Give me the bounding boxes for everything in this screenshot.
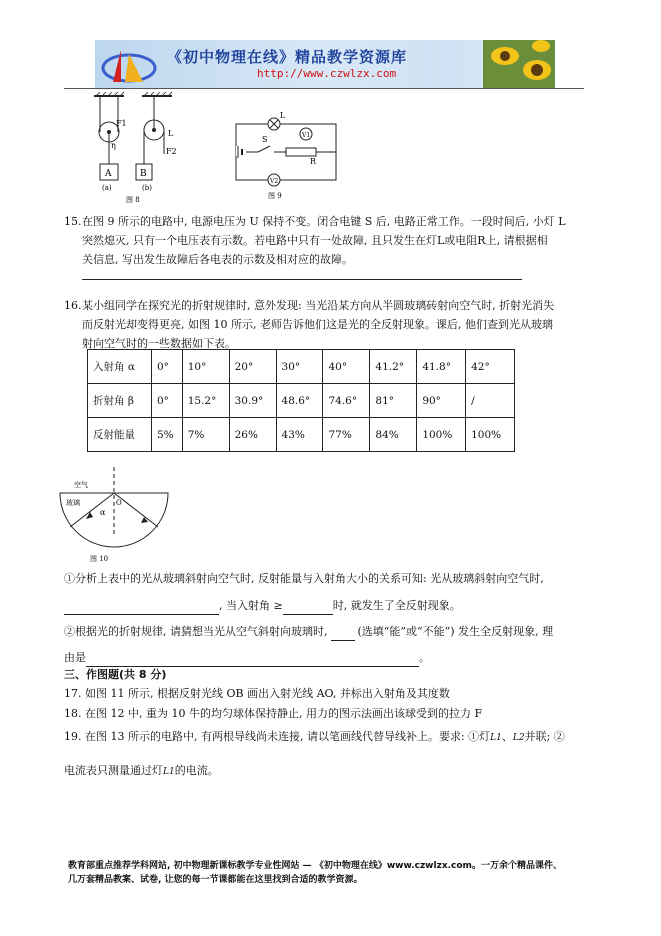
refraction-data-table	[87, 349, 515, 452]
q16-sub2-text-d: 。	[419, 651, 430, 664]
footer-line-1: 教育部重点推荐学科网站, 初中物理新课标教学专业性网站 — 《初中物理在线》www.czwlzx.com。一万余个精品课件、	[68, 861, 562, 871]
label-o: O	[116, 499, 122, 507]
label-v2: V2	[270, 178, 279, 185]
q16-sub1-end: 时, 就发生了全反射现象。	[332, 599, 461, 612]
table-cell: 40°	[323, 350, 370, 384]
q16-line3: 射向空气时的一些数据如下表。	[82, 337, 236, 350]
box-b: B	[140, 169, 147, 179]
q16-line1: 某小组同学在探究光的折射规律时, 意外发现: 当光沿某方向从半圆玻璃砖射向空气时, 折射光消失	[82, 299, 555, 312]
table-cell: /	[466, 384, 515, 418]
table-row-label: 入射角 α	[88, 350, 152, 384]
label-glass: 玻璃	[66, 499, 80, 507]
table-row	[88, 350, 515, 384]
table-cell: 10°	[182, 350, 229, 384]
q16-line2: 而反射光却变得更亮, 如图 10 所示, 老师告诉他们这是光的全反射现象。课后, 他们查到光从玻璃	[82, 318, 553, 331]
question-19-line2	[64, 761, 219, 782]
q15-line3: 关信息, 写出发生故障后各电表的示数及相对应的故障。	[82, 253, 353, 266]
footer-line-2: 几万套精品教案、试卷, 让您的每一节课都能在这里找到合适的教学资源。	[68, 875, 363, 885]
table-cell: 30.9°	[229, 384, 276, 418]
q16-sub1-line1: ①分析上表中的光从玻璃斜射向空气时, 反射能量与入射角大小的关系可知: 光从玻璃斜射向空气时,	[64, 572, 544, 585]
header-rule	[64, 88, 584, 89]
table-cell: 0°	[152, 350, 183, 384]
table-cell: 15.2°	[182, 384, 229, 418]
table-cell: 74.6°	[323, 384, 370, 418]
table-row-label: 折射角 β	[88, 384, 152, 418]
figure-10-semicircle	[56, 465, 176, 565]
table-row-label: 反射能量	[88, 418, 152, 452]
section-3-heading: 三、作图题(共 8 分)	[64, 668, 167, 681]
banner-url: http://www.czwlzx.com	[257, 67, 397, 80]
q16-sub2-text-c: 由是	[64, 651, 86, 664]
label-l: L	[168, 129, 174, 138]
table-cell: 5%	[152, 418, 183, 452]
label-switch: S	[262, 135, 268, 144]
q16-blank-1[interactable]	[64, 600, 219, 615]
q15-line1: 在图 9 所示的电路中, 电源电压为 U 保持不变。闭合电键 S 后, 电路正常工作。一段时间后, 小灯 L	[82, 215, 566, 228]
table-cell: 0°	[152, 384, 183, 418]
q15-answer-line[interactable]	[82, 279, 522, 280]
label-sub-b: (b)	[142, 184, 152, 192]
figure-8-pulleys	[90, 92, 180, 204]
q16-number: 16.	[64, 299, 82, 312]
label-eta: η	[111, 141, 116, 150]
table-row	[88, 384, 515, 418]
table-cell: 100%	[466, 418, 515, 452]
q15-number: 15.	[64, 215, 82, 228]
label-alpha: α	[100, 508, 106, 517]
label-sub-a: (a)	[102, 184, 112, 192]
table-cell: 48.6°	[276, 384, 323, 418]
q15-line2: 突然熄灭, 只有一个电压表有示数。若电路中只有一处故障, 且只发生在灯L或电阻R上, 请根据相	[82, 234, 548, 247]
figure-10-caption: 图 10	[90, 555, 109, 563]
table-cell: 20°	[229, 350, 276, 384]
site-logo-icon	[99, 44, 161, 86]
q16-sub2-text-a: ②根据光的折射规律, 请猜想当光从空气斜射向玻璃时,	[64, 625, 328, 638]
box-a: A	[105, 169, 112, 179]
q19-l2: L2	[512, 733, 525, 743]
banner-title: 《初中物理在线》精品教学资源库	[167, 48, 408, 66]
question-16	[64, 296, 554, 353]
table-cell: 26%	[229, 418, 276, 452]
label-f1: F1	[116, 119, 127, 128]
question-17: 17. 如图 11 所示, 根据反射光线 OB 画出入射光线 AO, 并标出入射角及其度数	[64, 687, 450, 700]
q19-sep: 、	[501, 730, 513, 743]
table-cell: 84%	[370, 418, 417, 452]
q16-blank-2[interactable]	[283, 600, 333, 615]
figure-9-circuit	[228, 110, 348, 202]
table-cell: 77%	[323, 418, 370, 452]
label-v1: V1	[302, 132, 311, 139]
table-cell: 41.8°	[417, 350, 466, 384]
q19-text-d: 的电流。	[174, 764, 219, 777]
q16-blank-3[interactable]	[331, 626, 355, 641]
question-19-line1	[64, 727, 565, 748]
table-cell: 90°	[417, 384, 466, 418]
q19-text-a: 19. 在图 13 所示的电路中, 有两根导线尚未连接, 请以笔画线代替导线补上。要求: ①灯	[64, 730, 491, 743]
table-cell: 41.2°	[370, 350, 417, 384]
table-cell: 30°	[276, 350, 323, 384]
table-cell: 43%	[276, 418, 323, 452]
table-row	[88, 418, 515, 452]
q16-sub1-mid: , 当入射角 ≥	[219, 599, 283, 612]
label-f2: F2	[166, 147, 177, 156]
label-lamp: L	[280, 111, 286, 120]
question-15	[64, 212, 566, 269]
q19-text-c: 电流表只测量通过灯	[64, 764, 163, 777]
header-banner	[95, 40, 555, 88]
q19-l1: L1	[490, 733, 502, 743]
label-resistor: R	[310, 157, 317, 166]
table-cell: 100%	[417, 418, 466, 452]
sunflower-icon	[483, 40, 555, 88]
q16-sub2-line1	[64, 622, 553, 641]
label-air: 空气	[74, 481, 88, 489]
table-cell: 81°	[370, 384, 417, 418]
figure-8-caption: 图 8	[126, 196, 140, 204]
q16-sub1-line2	[64, 596, 461, 615]
q16-sub2-text-b: (选填“能”或“不能”) 发生全反射现象, 理	[357, 625, 554, 638]
table-cell: 7%	[182, 418, 229, 452]
q19-text-b: 并联; ②	[524, 730, 565, 743]
q19-l1-b: L1	[163, 767, 175, 777]
table-cell: 42°	[466, 350, 515, 384]
figure-9-caption: 图 9	[268, 192, 282, 200]
question-18: 18. 在图 12 中, 重为 10 牛的均匀球体保持静止, 用力的图示法画出该球受到的拉力 F	[64, 707, 483, 720]
